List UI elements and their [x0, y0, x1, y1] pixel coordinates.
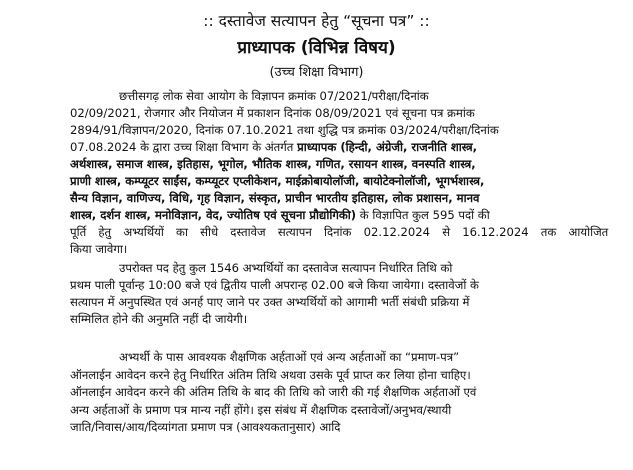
paragraph-1-line — [70, 241, 127, 257]
notice-heading: :: दस्तावेज सत्यापन हेतु “सूचना पत्र” :: — [203, 12, 430, 30]
paragraph-1-line — [70, 105, 475, 121]
text-segment: छत्तीसगढ़ लोक सेवा आयोग के विज्ञापन क्रमांक 07/2021/परीक्षा/दिनांक — [119, 89, 429, 103]
text-segment: किया जावेगा। — [70, 242, 128, 256]
text-segment: के विज्ञापित कुल 595 पदों की — [356, 208, 490, 222]
paragraph-1-line — [70, 139, 477, 155]
paragraph-1-line — [119, 88, 429, 104]
paragraph-2-line — [70, 294, 469, 310]
text-segment: उपरोक्त पद हेतु कुल 1546 अभ्यर्थियों का दस्तावेज सत्यापन निर्धारित तिथि को — [119, 261, 453, 275]
bold-text: प्राणी शास्त्र, कम्प्यूटर साईंस, कम्प्यूटर एप्लीकेशन, माईक्रोबायोलॉजी, बायोटेक्नोलॉजी, भूगर्भशास्त्र, — [70, 174, 485, 188]
paragraph-3-line — [70, 402, 451, 418]
paragraph-1-line — [70, 207, 490, 223]
bold-text: शास्त्र, दर्शन शास्त्र, मनोविज्ञान, वेद, ज्योतिष एवं सूचना प्रौद्योगिकी) — [70, 208, 357, 222]
paragraph-1-line — [70, 190, 479, 206]
text-segment: सम्मिलित होने की अनुमति नहीं दी जायेगी। — [70, 312, 248, 326]
post-title: प्राध्यापक (विभिन्न विषय) — [237, 38, 396, 58]
paragraph-3-line — [70, 419, 340, 435]
paragraph-3-line — [119, 349, 459, 365]
text-segment: पूर्ति हेतु अभ्यर्थियों का सीधे दस्तावेज सत्यापन दिनांक 02.12.2024 से 16.12.2024 तक आयोजित — [70, 225, 609, 239]
paragraph-1-line — [70, 173, 484, 189]
text-segment: ऑनलाईन आवेदन करने हेतु निर्धारित अंतिम तिथि अथवा उसके पूर्व प्राप्त कर लिया होना चाहिए। — [70, 367, 471, 382]
paragraph-1-line — [70, 122, 499, 138]
text-segment: ऑनलाईन आवेदन करने की अंतिम तिथि के बाद की तिथि को जारी की गई शैक्षणिक अर्हताओं एवं — [70, 385, 477, 399]
text-segment: 2894/91/विज्ञापन/2020, दिनांक 07.10.2021 तथा शुद्धि पत्र क्रमांक 03/2024/परीक्षा/दिनांक — [70, 123, 499, 137]
text-segment: प्रथम पाली पूर्वान्ह 10:00 बजे एवं द्वितीय पाली अपरान्ह 02.00 बजे किया जायेगा। दस्तावेजों के — [70, 278, 479, 292]
text-segment: अभ्यर्थी के पास आवश्यक शैक्षणिक अर्हताओं एवं अन्य अर्हताओं का “प्रमाण-पत्र” — [119, 350, 460, 364]
text-segment: अन्य अर्हताओं के प्रमाण पत्र मान्य नहीं होंगे। इस संबंध में शैक्षणिक दस्तावेजों/अनुभव/स्थायी — [70, 402, 452, 417]
bold-text: प्राध्यापक (हिन्दी, अंग्रेजी, राजनीति शास्त्र, — [297, 140, 478, 154]
text-segment: 02/09/2021, रोजगार और नियोजन में प्रकाशन दिनांक 08/09/2021 एवं सूचना पत्र क्रमांक — [70, 106, 475, 120]
paragraph-3-line — [70, 384, 476, 400]
text-segment: 07.08.2024 के द्वारा उच्च शिक्षा विभाग के अंतर्गत — [70, 140, 298, 154]
paragraph-3-line — [70, 367, 471, 383]
department-subtitle: (उच्च शिक्षा विभाग) — [269, 65, 364, 80]
paragraph-2-line — [70, 311, 247, 327]
paragraph-2-line — [119, 260, 452, 276]
paragraph-2-line — [70, 277, 479, 293]
paragraph-1-line — [70, 224, 608, 240]
text-segment: जाति/निवास/आय/दिव्यांगता प्रमाण पत्र (आवश्यकतानुसार) आदि — [70, 420, 341, 434]
paragraph-1-line — [70, 156, 476, 172]
bold-text: सैन्य विज्ञान, वाणिज्य, विधि, गृह विज्ञान, संस्कृत, प्राचीन भारतीय इतिहास, लोक प्रशासन, मानव — [70, 191, 480, 205]
bold-text: अर्थशास्त्र, समाज शास्त्र, इतिहास, भूगोल, भौतिक शास्त्र, गणित, रसायन शास्त्र, वनस्पति शास्त्र, — [70, 157, 476, 171]
text-segment: सत्यापन में अनुपस्थित एवं अनर्ह पाए जाने पर उक्त अभ्यर्थियों को आगामी भर्ती संबंधी प्रक्रिया में — [70, 295, 470, 309]
